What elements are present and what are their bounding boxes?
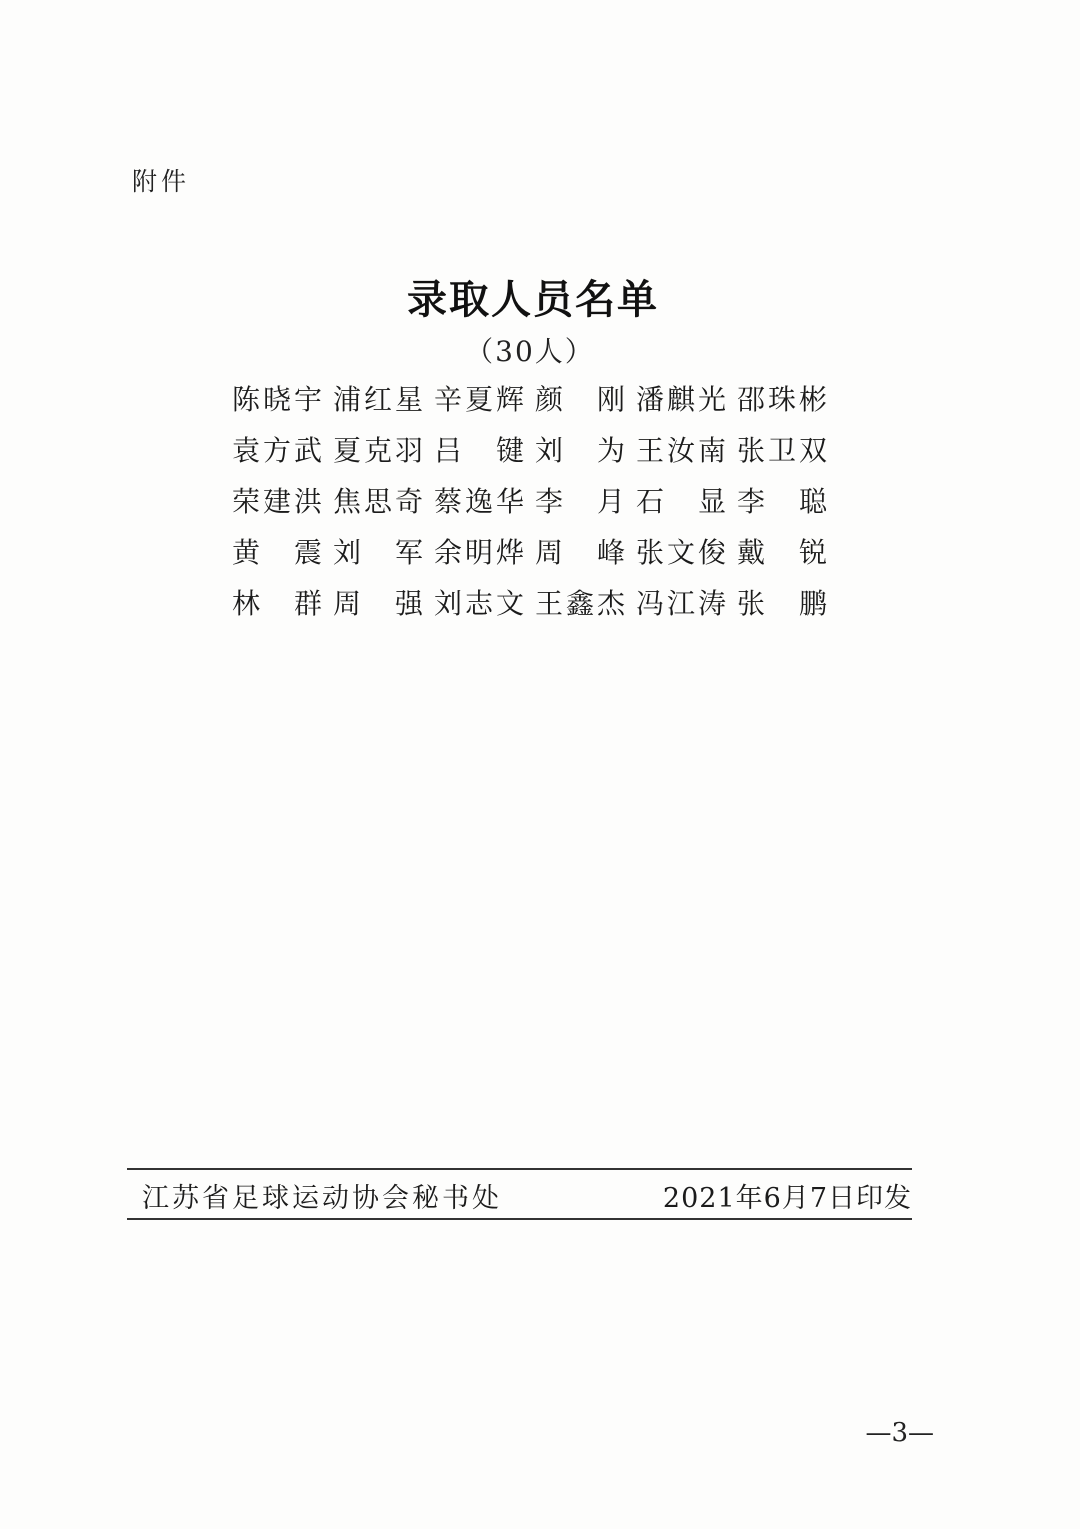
name-entry: 刘 志 文 (434, 587, 524, 620)
name-entry: 潘 麒 光 (636, 383, 726, 416)
name-entry: 荣 建 洪 (232, 485, 322, 518)
document-subtitle: （30人） (465, 335, 595, 368)
name-entry: 袁 方 武 (232, 434, 322, 467)
name-entry: 李 聪 (737, 485, 827, 518)
name-list (232, 378, 832, 633)
name-entry: 周 峰 (535, 536, 625, 569)
name-entry: 蔡 逸 华 (434, 485, 524, 518)
issue-date: 2021年6月7日印发 (662, 1183, 912, 1214)
footer-bottom-rule (127, 1218, 912, 1220)
footer-top-rule (127, 1168, 912, 1170)
name-entry: 刘 军 (333, 536, 423, 569)
name-entry: 吕 键 (434, 434, 524, 467)
name-entry: 张 鹏 (737, 587, 827, 620)
name-entry: 冯 江 涛 (636, 587, 726, 620)
name-entry: 陈 晓 宇 (232, 383, 322, 416)
name-entry: 浦 红 星 (333, 383, 423, 416)
name-entry: 林 群 (232, 587, 322, 620)
name-entry: 王 鑫 杰 (535, 587, 625, 620)
name-entry: 戴 锐 (737, 536, 827, 569)
name-entry: 张 文 俊 (636, 536, 726, 569)
document-title: 录取人员名单 (407, 277, 659, 323)
name-entry: 李 月 (535, 485, 625, 518)
name-entry: 黄 震 (232, 536, 322, 569)
page-number: —3— (865, 1418, 934, 1448)
name-entry: 焦 思 奇 (333, 485, 423, 518)
name-entry: 辛 夏 辉 (434, 383, 524, 416)
name-entry: 夏 克 羽 (333, 434, 423, 467)
name-entry: 周 强 (333, 587, 423, 620)
name-entry: 张 卫 双 (737, 434, 827, 467)
name-entry: 刘 为 (535, 434, 625, 467)
name-entry: 王 汝 南 (636, 434, 726, 467)
issuer: 江苏省足球运动协会秘书处 (142, 1183, 502, 1214)
attachment-label: 附件 (132, 167, 191, 196)
name-entry: 颜 刚 (535, 383, 625, 416)
name-entry: 邵 珠 彬 (737, 383, 827, 416)
name-entry: 石 显 (636, 485, 726, 518)
name-entry: 余 明 烨 (434, 536, 524, 569)
